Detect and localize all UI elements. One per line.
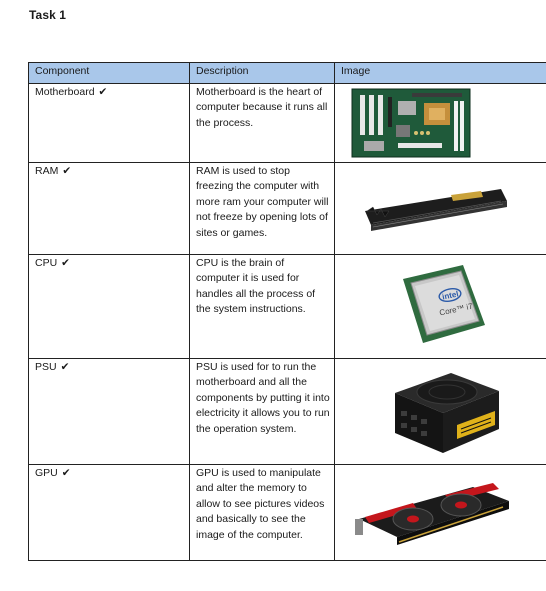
image-cell (335, 163, 546, 255)
check-icon: ✔ (98, 86, 108, 98)
check-icon: ✔ (61, 257, 70, 269)
check-icon: ✔ (60, 361, 70, 373)
description-cell: RAM is used to stop freezing the computer with more ram your computer will not freeze by opening lots of sites or games. (190, 163, 335, 255)
header-description: Description (190, 63, 335, 84)
components-table (28, 62, 546, 561)
component-cell (29, 84, 190, 163)
check-icon: ✔ (62, 165, 72, 177)
description-cell: PSU is used for to run the motherboard and all the components by putting it into electricity it allows you to run the operation system. (190, 359, 335, 465)
cpu-image (399, 263, 487, 345)
image-cell (335, 84, 546, 163)
image-cell (335, 359, 546, 465)
table-row (29, 255, 546, 359)
table-row (29, 359, 546, 465)
image-cell (335, 255, 546, 359)
header-row (29, 63, 546, 84)
description-cell: CPU is the brain of computer it is used for handles all the process of the system instructions. (190, 255, 335, 359)
cpu-brand-label: intel (441, 289, 460, 302)
component-cell (29, 465, 190, 561)
component-name: Motherboard (35, 86, 95, 98)
header-component: Component (29, 63, 190, 84)
component-name: RAM (35, 165, 59, 177)
component-name: CPU (35, 257, 58, 269)
table-row (29, 163, 546, 255)
psu-image (391, 367, 503, 455)
table-row (29, 84, 546, 163)
ram-image (361, 181, 511, 237)
gpu-image (353, 479, 513, 549)
component-cell (29, 359, 190, 465)
description-cell: GPU is used to manipulate and alter the memory to allow to see pictures videos and basically to see the image of the computer. (190, 465, 335, 561)
task-title: Task 1 (29, 8, 67, 22)
component-cell (29, 163, 190, 255)
component-name: GPU (35, 467, 58, 479)
table-row (29, 465, 546, 561)
header-image: Image (335, 63, 546, 84)
motherboard-image (350, 87, 472, 159)
image-cell (335, 465, 546, 561)
description-cell: Motherboard is the heart of computer because it runs all the process. (190, 84, 335, 163)
check-icon: ✔ (61, 467, 71, 479)
component-name: PSU (35, 361, 57, 373)
component-cell (29, 255, 190, 359)
cpu-model-label: Core™ i7 (438, 301, 474, 318)
